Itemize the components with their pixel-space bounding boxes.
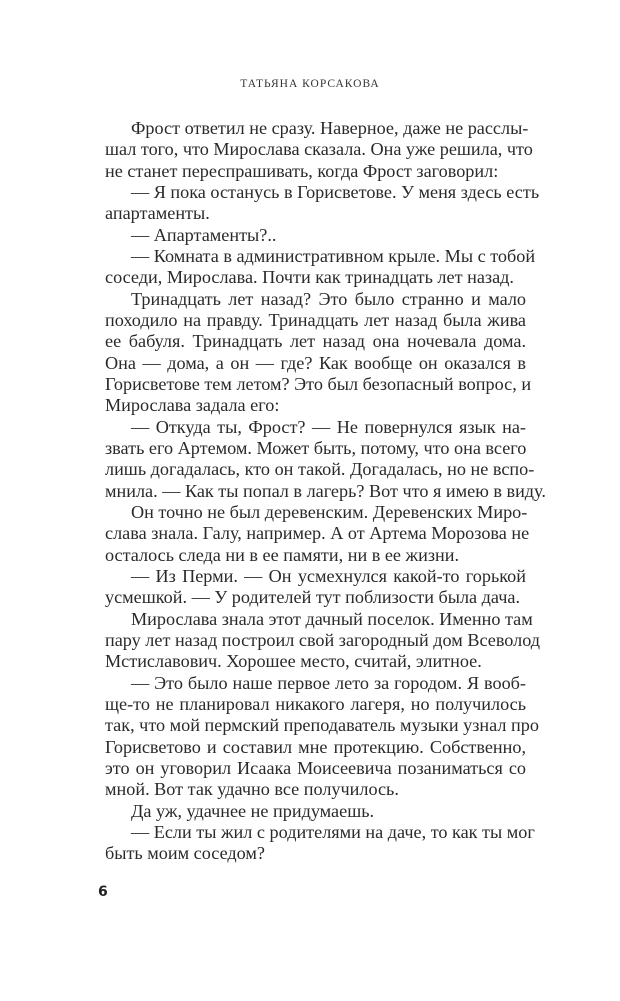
text-line: — Комната в административном крыле. Мы с тобой <box>131 245 536 266</box>
text-line: так, что мой пермский преподаватель музыки узнал про <box>105 715 539 736</box>
text-line: не станет переспрашивать, когда Фрост заговорил: <box>105 160 499 181</box>
text-line: — Если ты жил с родителями на даче, то как ты мог <box>131 821 535 842</box>
text-line: — Откуда ты, Фрост? — Не повернулся язык на- <box>131 416 526 437</box>
text-line: осталось следа ни в ее памяти, ни в ее жизни. <box>105 544 460 565</box>
text-line: Он точно не был деревенским. Деревенских Миро- <box>131 501 528 522</box>
text-line: мной. Вот так удачно все получилось. <box>105 779 399 800</box>
text-line: лишь догадалась, кто он такой. Догадалась, но не вспо- <box>105 459 535 480</box>
text-line: апартаменты. <box>105 203 210 224</box>
text-line: Она — дома, а он — где? Как вообще он оказался в <box>105 352 526 373</box>
text-line: соседи, Мирослава. Почти как тринадцать лет назад. <box>105 267 514 288</box>
text-line: — Из Перми. — Он усмехнулся какой-то горькой <box>131 565 526 586</box>
text-line: Мирослава знала этот дачный поселок. Именно там <box>131 608 533 629</box>
text-line: — Я пока останусь в Горисветове. У меня здесь есть <box>131 181 540 202</box>
text-line: Горисветове тем летом? Это был безопасный вопрос, и <box>105 373 532 394</box>
text-line: Горисветово и составил мне протекцию. Собственно, <box>105 736 526 757</box>
text-line: — Это было наше первое лето за городом. Я вооб- <box>131 672 526 693</box>
text-line: Фрост ответил не сразу. Наверное, даже не расслы- <box>131 118 529 138</box>
text-line: усмешкой. — У родителей тут поблизости была дача. <box>105 587 521 608</box>
text-line: это он уговорил Исаака Моисеевича позаниматься со <box>105 757 526 778</box>
text-line: ще-то не планировал никакого лагеря, но получилось <box>105 693 526 714</box>
page-number: 6 <box>98 884 108 900</box>
text-line: быть моим соседом? <box>105 843 265 864</box>
text-line: Да уж, удачнее не придумаешь. <box>131 800 375 821</box>
text-line: Тринадцать лет назад? Это было странно и мало <box>131 288 526 309</box>
page-body-text <box>105 118 546 864</box>
text-line: звать его Артемом. Может быть, потому, что она всего <box>105 437 527 458</box>
text-line: ее бабуля. Тринадцать лет назад она ночевала дома. <box>105 331 526 352</box>
text-line: слава знала. Галу, например. А от Артема Морозова не <box>105 523 530 544</box>
running-header: ТАТЬЯНА КОРСАКОВА <box>240 78 380 90</box>
text-line: Мирослава задала его: <box>105 395 280 416</box>
text-line: мнила. — Как ты попал в лагерь? Вот что я имею в виду. <box>105 480 546 501</box>
text-line: походило на правду. Тринадцать лет назад была жива <box>105 309 526 330</box>
text-line: пару лет назад построил свой загородный дом Всеволод <box>105 629 541 650</box>
text-line: — Апартаменты?.. <box>131 224 277 245</box>
text-line: Мстиславович. Хорошее место, считай, элитное. <box>105 651 482 672</box>
text-line: шал того, что Мирослава сказала. Она уже решила, что <box>105 139 533 160</box>
